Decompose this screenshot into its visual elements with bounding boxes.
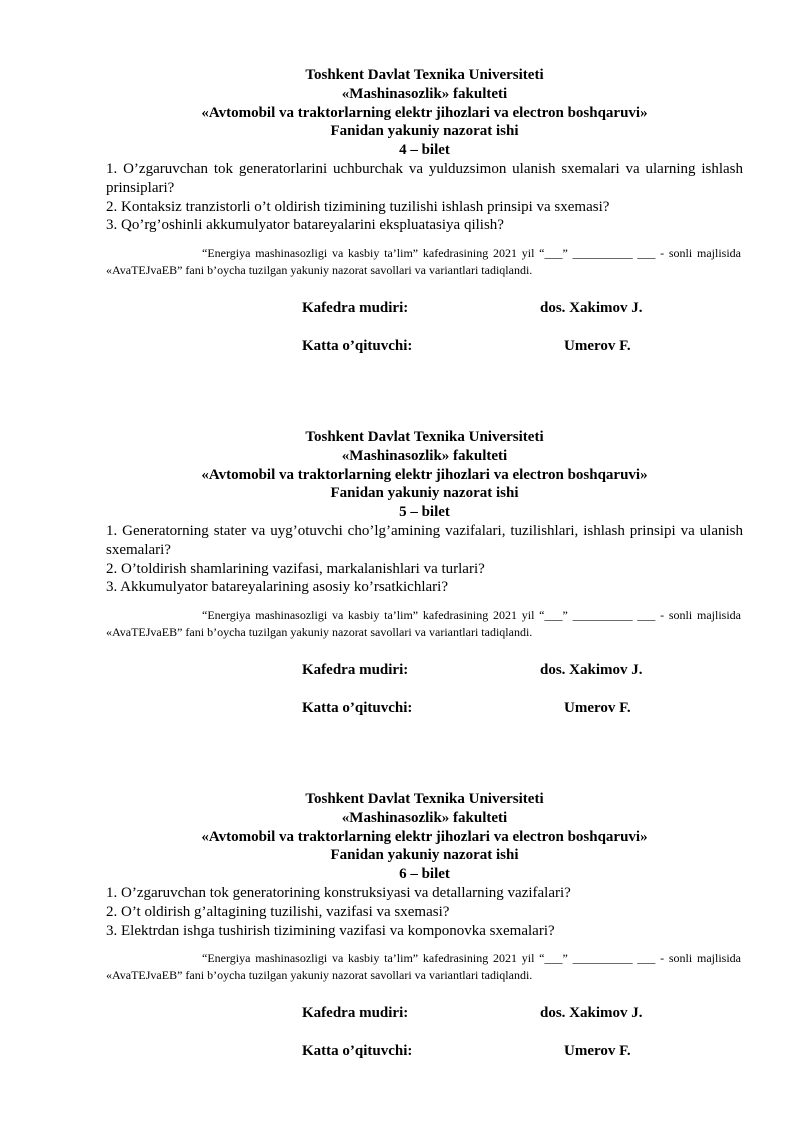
department-head-label: Kafedra mudiri: [302,1005,409,1022]
department-head-signature [106,662,743,680]
question-3: 3. Qo’rg’oshinli akkumulyator batareyalarini ekspluatasiya qilish? [106,217,504,234]
exam-title: Fanidan yakuniy nazorat ishi [330,123,519,140]
teacher-name: Umerov F. [564,338,631,355]
approval-note: “Energiya mashinasozligi va kasbiy ta’lim” kafedrasining 2021 yil “___” __________ ___ - sonli majlisida «AvaTEJvaEB” fani b’oycha tuzilgan yakuniy nazorat savollari va variantlari tadiqlandi. [106,246,741,278]
ticket-number: 6 – bilet [399,866,450,883]
exam-title: Fanidan yakuniy nazorat ishi [330,847,519,864]
department-head-name: dos. Xakimov J. [540,662,643,679]
approval-note: “Energiya mashinasozligi va kasbiy ta’lim” kafedrasining 2021 yil “___” __________ ___ - sonli majlisida «AvaTEJvaEB” fani b’oycha tuzilgan yakuniy nazorat savollari va variantlari tadiqlandi. [106,608,741,640]
question-1: 1. Generatorning stater va uyg’otuvchi cho’lg’amining vazifalari, tuzilishlari, ishlash prinsipi va ulanish sxemalari? [106,522,743,558]
approval-note: “Energiya mashinasozligi va kasbiy ta’lim” kafedrasining 2021 yil “___” __________ ___ - sonli majlisida «AvaTEJvaEB” fani b’oycha tuzilgan yakuniy nazorat savollari va variantlari tadiqlandi. [106,951,741,983]
department-head-signature [106,1005,743,1023]
teacher-label: Katta o’qituvchi: [302,1043,413,1060]
question-1: 1. O’zgaruvchan tok generatorlarini uchburchak va yulduzsimon ulanish sxemalari va ularning ishlash prinsiplari? [106,160,743,196]
department-head-signature [106,300,743,318]
department-head-name: dos. Xakimov J. [540,300,643,317]
teacher-name: Umerov F. [564,700,631,717]
department-head-label: Kafedra mudiri: [302,662,409,679]
subject-title: «Avtomobil va traktorlarning elektr jihozlari va electron boshqaruvi» [201,104,648,121]
faculty-title: «Mashinasozlik» fakulteti [341,447,508,464]
question-2: 2. Kontaksiz tranzistorli o’t oldirish tizimining tuzilishi ishlash prinsipi va sxemasi? [106,198,610,215]
faculty-title: «Mashinasozlik» fakulteti [341,85,508,102]
question-2: 2. O’t oldirish g’altagining tuzilishi, vazifasi va sxemasi? [106,903,450,920]
teacher-label: Katta o’qituvchi: [302,338,413,355]
ticket-5 [106,428,743,718]
question-3: 3. Elektrdan ishga tushirish tizimining vazifasi va komponovka sxemalari? [106,922,555,939]
question-1: 1. O’zgaruvchan tok generatorining konstruksiyasi va detallarning vazifalari? [106,884,571,901]
ticket-4 [106,66,743,356]
university-title: Toshkent Davlat Texnika Universiteti [305,429,544,445]
subject-title: «Avtomobil va traktorlarning elektr jihozlari va electron boshqaruvi» [201,828,648,845]
department-head-name: dos. Xakimov J. [540,1005,643,1022]
ticket-number: 4 – bilet [399,142,450,159]
teacher-signature [106,1043,743,1061]
question-2: 2. O’toldirish shamlarining vazifasi, markalanishlari va turlari? [106,560,485,577]
ticket-6 [106,790,743,1061]
subject-title: «Avtomobil va traktorlarning elektr jihozlari va electron boshqaruvi» [201,466,648,483]
university-title: Toshkent Davlat Texnika Universiteti [305,791,544,807]
ticket-number: 5 – bilet [399,504,450,521]
teacher-label: Katta o’qituvchi: [302,700,413,717]
faculty-title: «Mashinasozlik» fakulteti [341,809,508,826]
question-3: 3. Akkumulyator batareyalarining asosiy ko’rsatkichlari? [106,579,448,596]
department-head-label: Kafedra mudiri: [302,300,409,317]
university-title: Toshkent Davlat Texnika Universiteti [305,67,544,83]
teacher-signature [106,338,743,356]
exam-title: Fanidan yakuniy nazorat ishi [330,485,519,502]
teacher-signature [106,700,743,718]
teacher-name: Umerov F. [564,1043,631,1060]
